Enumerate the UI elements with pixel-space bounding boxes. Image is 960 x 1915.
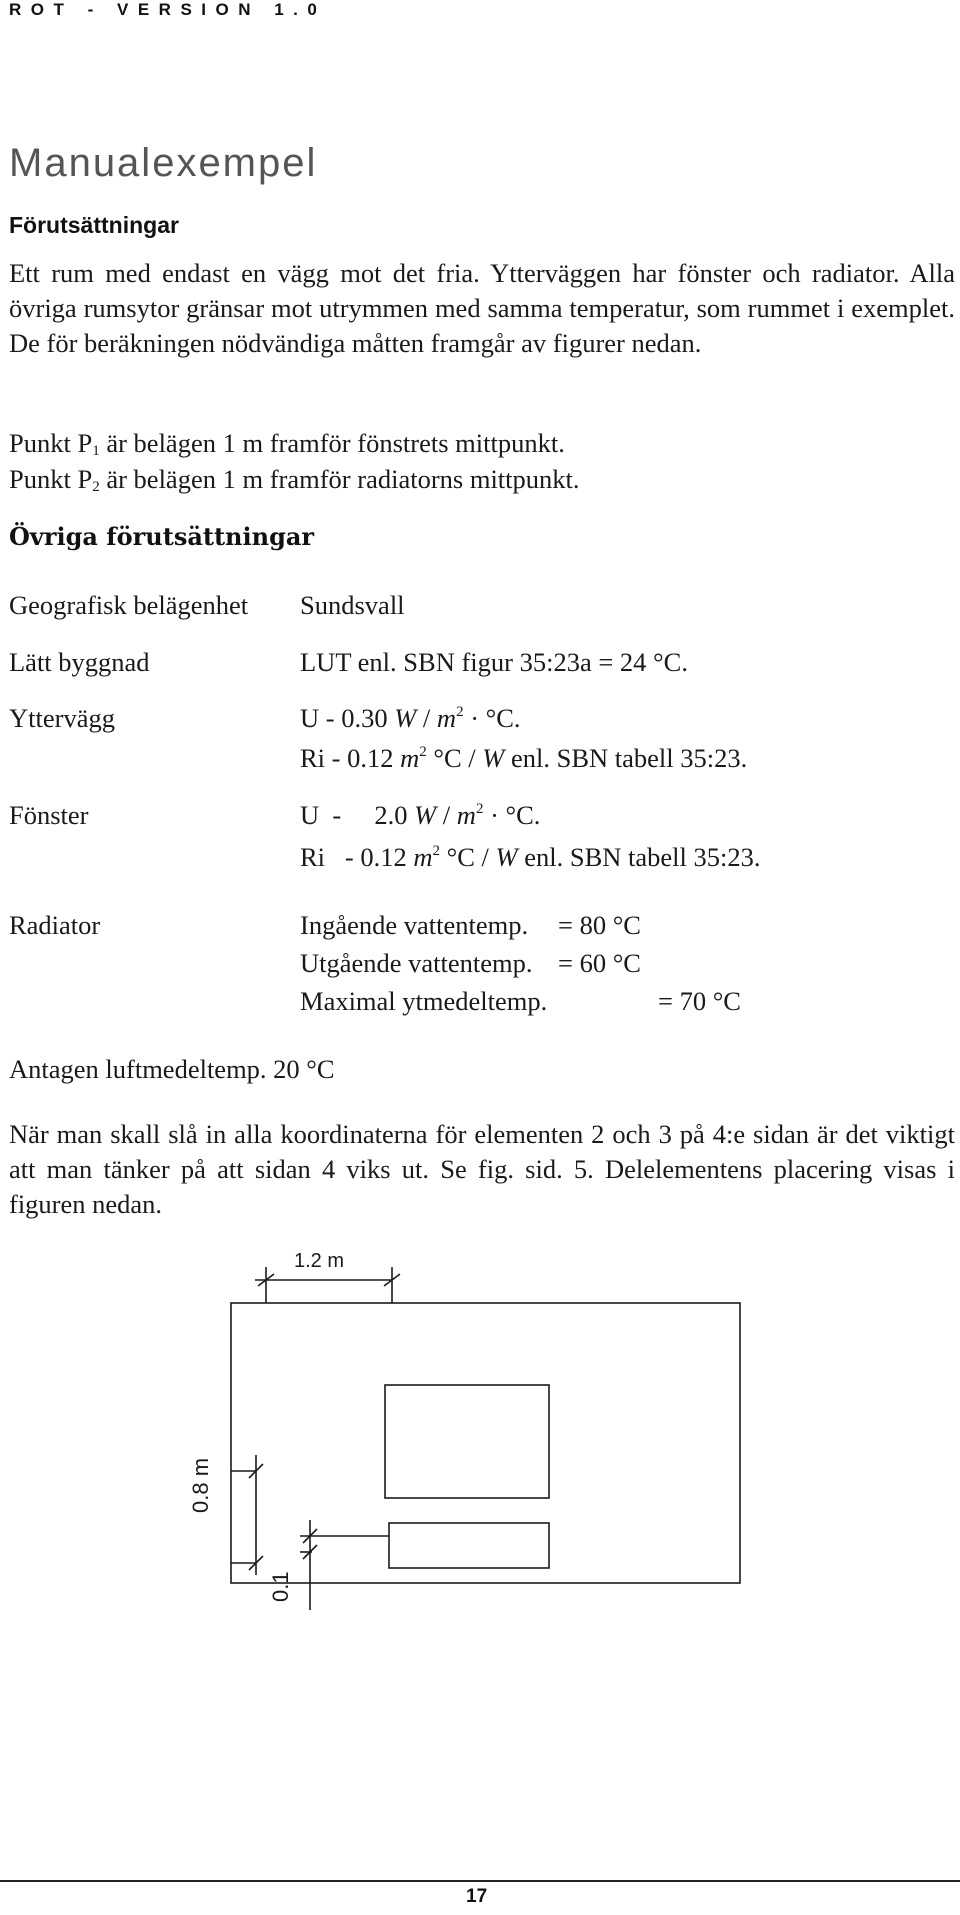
location-value: Sundsvall (300, 590, 405, 620)
building-label: Lätt byggnad (9, 647, 150, 677)
wall-ri-value: Ri - 0.12 $m^2$ °C / W enl. SBN tabell 35:23. (300, 743, 748, 773)
point-p1-line (9, 428, 565, 459)
outer-wall-outline (231, 1303, 740, 1583)
radiator-label: Radiator (9, 910, 101, 940)
point-p1-text: är belägen 1 m framför fönstrets mittpunkt. (99, 428, 565, 458)
radiator-element (389, 1523, 549, 1568)
point-p2-subscript: 2 (92, 479, 100, 495)
running-header: ROT - VERSION 1.0 (9, 0, 327, 19)
point-p1-subscript: 1 (92, 443, 100, 459)
window-u-value: U - 2.0 $W / m^2 \cdot ^\circ C$. (300, 800, 541, 830)
point-p2-prefix: Punkt P (9, 464, 93, 494)
window-label: Fönster (9, 800, 89, 830)
radiator-max-value: = 70 °C (658, 986, 741, 1016)
section-heading-prerequisites: Förutsättningar (9, 212, 179, 238)
section-heading-other-prerequisites: Övriga förutsättningar (9, 522, 315, 551)
dim-label-bottom: 0.1 (268, 1571, 293, 1602)
location-label: Geografisk belägenhet (9, 590, 249, 620)
radiator-outlet-value: = 60 °C (558, 948, 641, 978)
radiator-inlet-label: Ingående vattentemp. (300, 910, 529, 940)
radiator-outlet-label: Utgående vattentemp. (300, 948, 533, 978)
point-p1-prefix: Punkt P (9, 428, 93, 458)
page-title: Manualexempel (9, 141, 318, 185)
dim-label-left: 0.8 m (188, 1457, 213, 1513)
dim-label-top: 1.2 m (294, 1250, 345, 1272)
note-paragraph: När man skall slå in alla koordinaterna för elementen 2 och 3 på 4:e sidan är det viktigt att man tänker på att sidan 4 viks ut. Se fig. sid. 5. Delelementens placering visas i figuren nedan. (9, 1119, 955, 1219)
footer-rule (0, 1880, 960, 1882)
intro-paragraph: Ett rum med endast en vägg mot det fria. Ytterväggen har fönster och radiator. Alla övriga rumsytor gränsar mot utrymmen med samma temperatur, som rummet i exemplet. De för beräkningen nödvändiga måtten framgår av figurer nedan. (9, 258, 955, 358)
page-number: 17 (466, 1886, 488, 1907)
building-value: LUT enl. SBN figur 35:23a = 24 °C. (300, 647, 688, 677)
point-p2-line (9, 464, 580, 495)
window-element (385, 1385, 549, 1498)
wall-label: Yttervägg (9, 703, 115, 733)
point-p2-text: är belägen 1 m framför radiatorns mittpunkt. (99, 464, 580, 494)
radiator-inlet-value: = 80 °C (558, 910, 641, 940)
wall-u-value: U - 0.30 $W / m^2 \cdot ^\circ C$. (300, 703, 521, 733)
window-ri-value: Ri - 0.12 $m^2$ °C / W enl. SBN tabell 35:23. (300, 842, 761, 872)
air-temperature: Antagen luftmedeltemp. 20 °C (9, 1054, 335, 1084)
radiator-max-label: Maximal ytmedeltemp. (300, 986, 548, 1016)
